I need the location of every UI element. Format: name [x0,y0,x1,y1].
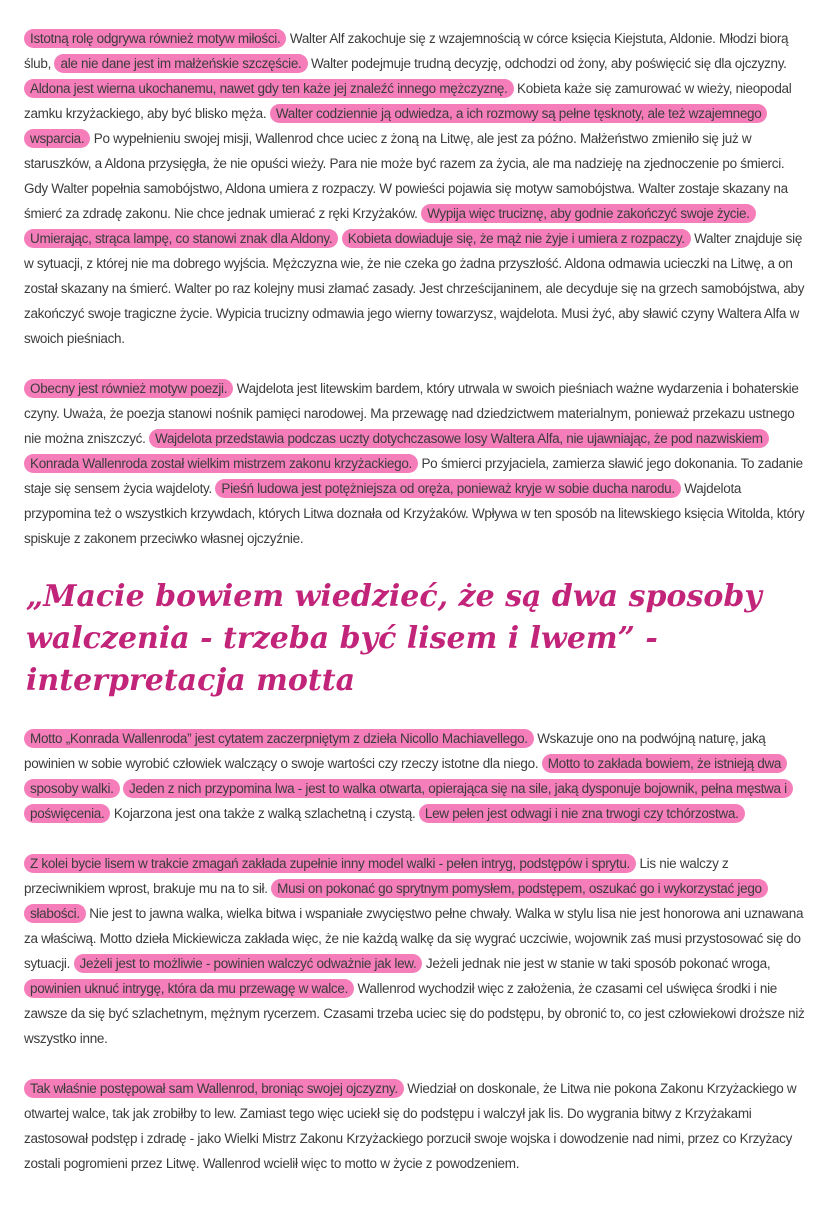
highlighted-text: Jeden z nich przypomina lwa - jest to walka otwarta, opierająca się na sile, jaką dysponuje bojownik, pełna męstwa i poświęcenia. [24,779,793,823]
highlighted-text: Motto to zakłada bowiem, że istnieją dwa sposoby walki. [24,754,787,798]
highlighted-text: Lew pełen jest odwagi i nie zna trwogi czy tchórzostwa. [419,804,745,823]
highlighted-text: Pieśń ludowa jest potężniejsza od oręża, ponieważ kryje w sobie ducha narodu. [215,479,680,498]
body-text: Wiedział on doskonale, że Litwa nie pokona Zakonu Krzyżackiego w otwartej walce, tak jak zrobiłby to lew. Zamiast tego więc uciekł się do podstępu i walczył jak lis. Do wygrania bitwy z Krzyżakami zastosował podstęp i zdradę - jako Wielki Mistrz Zakonu Krzyżackiego porzucił swoje wojska i dowodzenie nad nimi, przez co Krzyżacy zostali pogromieni przez Litwę. Wallenrod wcielił więc to motto w życie z powodzeniem. [24,1081,797,1171]
body-text: Jeżeli jednak nie jest w stanie w taki sposób pokonać wroga, [425,956,771,971]
highlighted-text: Walter codziennie ją odwiedza, a ich rozmowy są pełne tęsknoty, ale też wzajemnego wsparcia. [24,104,767,148]
body-text: Wajdelota jest litewskim bardem, który utrwala w swoich pieśniach ważne wydarzenia i bohaterskie czyny. Uważa, że poezja stanowi nośnik pamięci narodowej. Ma przewagę nad dziedzictwem materialnym, ponieważ przekazu ustnego nie można zniszczyć. [24,381,799,446]
highlighted-text: Umierając, strąca lampę, co stanowi znak dla Aldony. [24,229,338,248]
paragraph [24,1076,808,1176]
paragraph [24,726,808,826]
highlighted-text: Wypija więc truciznę, aby godnie zakończyć swoje życie. [421,204,756,223]
paragraph [24,851,808,1051]
body-text: Walter podejmuje trudną decyzję, odchodzi od żony, aby poświęcić się dla ojczyzny. [310,56,787,71]
paragraph [24,376,808,551]
body-text: Wallenrod wychodził więc z założenia, że czasami cel uświęca środki i nie zawsze da się być szlachetnym, mężnym rycerzem. Czasami trzeba uciec się do podstępu, by obronić to, co jest człowiekowi droższe niż wszystko inne. [24,981,805,1046]
body-text: Wskazuje ono na podwójną naturę, jaką powinien w sobie wyrobić człowiek walczący o swoje wartości czy rzeczy istotne dla niego. [24,731,766,771]
highlighted-text: Obecny jest również motyw poezji. [24,379,233,398]
highlighted-text: Tak właśnie postępował sam Wallenrod, broniąc swojej ojczyzny. [24,1079,404,1098]
body-text: Kojarzona jest ona także z walką szlachetną i czystą. [113,806,416,821]
highlighted-text: Musi on pokonać go sprytnym pomysłem, podstępem, oszukać go i wykorzystać jego słabości. [24,879,768,923]
body-text: Po śmierci przyjaciela, zamierza sławić jego dokonania. To zadanie staje się sensem życia wajdeloty. [24,456,803,496]
highlighted-text: Wajdelota przedstawia podczas uczty dotychczasowe losy Waltera Alfa, nie ujawniając, że pod nazwiskiem Konrada Wallenroda został wielkim mistrzem zakonu krzyżackiego. [24,429,769,473]
document-body [24,26,808,1176]
body-text: Po wypełnieniu swojej misji, Wallenrod chce uciec z żoną na Litwę, ale jest za późno. Małżeństwo zmieniło się już w staruszków, a Aldona przysięgła, że nie opuści wieży. Para nie może być razem za życia, ale ma nadzieję na zjednoczenie po śmierci. Gdy Walter popełnia samobójstwo, Aldona umiera z rozpaczy. W powieści pojawia się motyw samobójstwa. Walter zostaje skazany na śmierć za zdradę zakonu. Nie chce jednak umierać z ręki Krzyżaków. [24,131,788,221]
body-text: Walter Alf zakochuje się z wzajemnością w córce księcia Kiejstuta, Aldonie. Młodzi biorą ślub, [24,31,789,71]
body-text: Kobieta każe się zamurować w wieży, nieopodal zamku krzyżackiego, aby być blisko męża. [24,81,792,121]
body-text: Lis nie walczy z przeciwnikiem wprost, brakuje mu na to sił. [24,856,729,896]
highlighted-text: ale nie dane jest im małżeńskie szczęście. [54,54,307,73]
section-heading-motto-interpretation: „Macie bowiem wiedzieć, że są dwa sposoby walczenia - trzeba być lisem i lwem” - interpretacja motta [26,579,762,698]
highlighted-text: Jeżeli jest to możliwie - powinien walczyć odważnie jak lew. [74,954,423,973]
highlighted-text: Aldona jest wierna ukochanemu, nawet gdy ten każe jej znaleźć innego mężczyznę. [24,79,514,98]
highlighted-text: powinien uknuć intrygę, która da mu przewagę w walce. [24,979,354,998]
highlighted-text: Z kolei bycie lisem w trakcie zmagań zakłada zupełnie inny model walki - pełen intryg, podstępów i sprytu. [24,854,636,873]
body-text: Nie jest to jawna walka, wielka bitwa i wspaniałe zwycięstwo pełne chwały. Walka w stylu lisa nie jest honorowa ani uznawana za właściwą. Motto dzieła Mickiewicza zakłada więc, że nie każdą walkę da się wygrać uczciwie, wojownik zaś musi przystosować się do sytuacji. [24,906,804,971]
body-text: Walter znajduje się w sytuacji, z której nie ma dobrego wyjścia. Mężczyzna wie, że nie czeka go żadna przyszłość. Aldona odmawia ucieczki na Litwę, a on został skazany na śmierć. Walter po raz kolejny musi złamać zasady. Jest chrześcijaninem, ale decyduje się na grzech samobójstwa, aby zakończyć swoje tragiczne życie. Wypicia trucizny odmawia jego wierny towarzysz, wajdelota. Musi żyć, aby sławić czyny Waltera Alfa w swoich pieśniach. [24,231,805,346]
highlighted-text: Kobieta dowiaduje się, że mąż nie żyje i umiera z rozpaczy. [342,229,691,248]
body-text: Wajdelota przypomina też o wszystkich krzywdach, których Litwa doznała od Krzyżaków. Wpływa w ten sposób na litewskiego księcia Witolda, który spiskuje z zakonem przeciwko własnej ojczyźnie. [24,481,805,546]
highlighted-text: Motto „Konrada Wallenroda” jest cytatem zaczerpniętym z dzieła Nicollo Machiavellego. [24,729,534,748]
paragraph [24,26,808,351]
highlighted-text: Istotną rolę odgrywa również motyw miłości. [24,29,286,48]
